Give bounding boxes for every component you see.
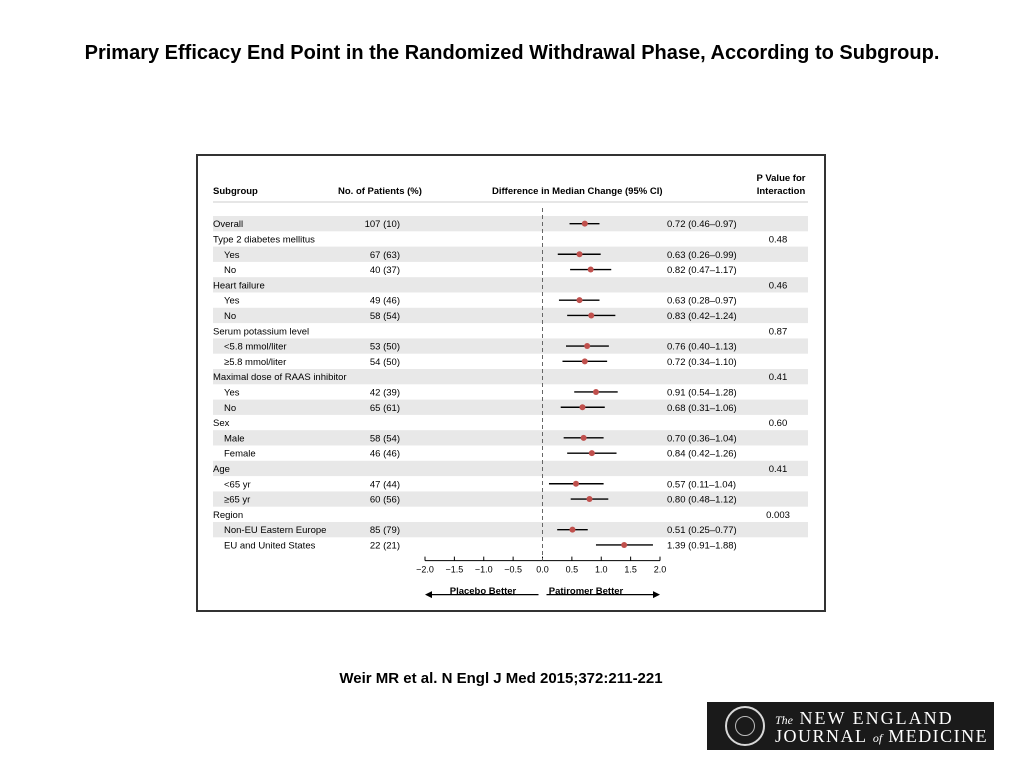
point-estimate	[588, 312, 594, 318]
x-tick-label: −2.0	[416, 564, 434, 575]
row-patients: 40 (37)	[369, 265, 400, 277]
point-estimate	[573, 481, 579, 487]
row-label: <65 yr	[224, 479, 251, 491]
point-estimate	[588, 267, 594, 273]
row-label: Overall	[213, 219, 244, 231]
point-estimate	[584, 343, 590, 349]
row-ci-text: 0.80 (0.48–1.12)	[667, 494, 737, 506]
row-label: Type 2 diabetes mellitus	[213, 234, 315, 246]
row-label: Sex	[213, 418, 230, 430]
header-effect: Difference in Median Change (95% CI)	[492, 186, 663, 197]
row-label: Maximal dose of RAAS inhibitor	[213, 372, 347, 384]
nejm-logo	[707, 702, 994, 750]
slide-title: Primary Efficacy End Point in the Randomized Withdrawal Phase, According to Subgroup.	[84, 42, 940, 64]
row-pvalue: 0.41	[768, 463, 788, 475]
row-ci-text: 0.51 (0.25–0.77)	[667, 525, 737, 537]
row-ci-text: 0.63 (0.26–0.99)	[667, 249, 737, 261]
row-ci-text: 0.57 (0.11–1.04)	[667, 479, 737, 491]
nejm-seal-inner	[735, 716, 755, 736]
row-label: Male	[224, 433, 245, 445]
citation: Weir MR et al. N Engl J Med 2015;372:211-221	[339, 670, 663, 687]
row-pvalue: 0.87	[768, 326, 788, 338]
row-ci-text: 0.72 (0.34–1.10)	[667, 356, 737, 368]
x-tick-label: 1.5	[624, 564, 637, 575]
row-patients: 58 (54)	[369, 433, 400, 445]
row-label: Heart failure	[213, 280, 265, 292]
row-label: No	[224, 310, 237, 322]
row-label: No	[224, 402, 237, 414]
point-estimate	[579, 404, 585, 410]
axis-left-label: Placebo Better	[449, 586, 517, 597]
nejm-medicine: MEDICINE	[888, 726, 989, 746]
nejm-new-england: NEW ENGLAND	[799, 708, 954, 728]
right-arrow-head	[653, 591, 660, 598]
row-pvalue: 0.60	[768, 418, 788, 430]
header-pvalue-line2: Interaction	[756, 186, 806, 197]
row-patients: 85 (79)	[369, 525, 400, 537]
row-ci-text: 0.72 (0.46–0.97)	[667, 219, 737, 231]
row-label: Yes	[224, 387, 240, 399]
row-label: Yes	[224, 295, 240, 307]
row-patients: 60 (56)	[369, 494, 400, 506]
row-ci-text: 1.39 (0.91–1.88)	[667, 540, 737, 552]
row-patients: 58 (54)	[369, 310, 400, 322]
left-arrow-head	[425, 591, 432, 598]
row-label: EU and United States	[224, 540, 316, 552]
row-shade	[213, 277, 808, 292]
x-tick-label: −1.0	[474, 564, 493, 575]
row-pvalue: 0.41	[768, 372, 788, 384]
point-estimate	[582, 358, 588, 364]
header-pvalue-line1: P Value for	[756, 173, 806, 184]
point-estimate	[581, 435, 587, 441]
row-ci-text: 0.83 (0.42–1.24)	[667, 310, 737, 322]
row-patients: 53 (50)	[369, 341, 400, 353]
header-subgroup: Subgroup	[213, 186, 258, 197]
row-patients: 22 (21)	[369, 540, 400, 552]
row-label: <5.8 mmol/liter	[224, 341, 287, 353]
row-label: Female	[224, 448, 256, 460]
row-ci-text: 0.82 (0.47–1.17)	[667, 265, 737, 277]
nejm-of: of	[872, 731, 883, 745]
axis-right-label: Patiromer Better	[548, 586, 624, 597]
point-estimate	[582, 221, 588, 227]
point-estimate	[577, 251, 583, 257]
row-patients: 107 (10)	[364, 219, 400, 231]
nejm-seal-icon	[725, 706, 765, 746]
row-label: ≥5.8 mmol/liter	[224, 356, 287, 368]
row-ci-text: 0.91 (0.54–1.28)	[667, 387, 737, 399]
forest-plot-svg	[198, 156, 824, 610]
point-estimate	[587, 496, 593, 502]
row-shade	[213, 461, 808, 476]
nejm-the: The	[775, 713, 793, 727]
row-ci-text: 0.76 (0.40–1.13)	[667, 341, 737, 353]
row-patients: 67 (63)	[369, 249, 400, 261]
point-estimate	[621, 542, 627, 548]
header-patients: No. of Patients (%)	[338, 186, 422, 197]
x-tick-label: −0.5	[504, 564, 523, 575]
x-tick-label: 0.5	[565, 564, 579, 575]
row-ci-text: 0.84 (0.42–1.26)	[667, 448, 737, 460]
row-pvalue: 0.48	[768, 234, 788, 246]
row-ci-text: 0.68 (0.31–1.06)	[667, 402, 737, 414]
point-estimate	[593, 389, 599, 395]
row-label: Age	[213, 463, 230, 475]
row-pvalue: 0.46	[768, 280, 788, 292]
x-tick-label: −1.5	[445, 564, 464, 575]
nejm-journal: JOURNAL	[775, 726, 867, 746]
row-patients: 42 (39)	[369, 387, 400, 399]
row-pvalue: 0.003	[766, 509, 790, 521]
point-estimate	[569, 527, 575, 533]
row-patients: 47 (44)	[369, 479, 400, 491]
row-label: ≥65 yr	[224, 494, 251, 506]
forest-plot-figure	[196, 154, 826, 612]
x-tick-label: 2.0	[653, 564, 667, 575]
point-estimate	[577, 297, 583, 303]
row-label: Serum potassium level	[213, 326, 310, 338]
row-label: Yes	[224, 249, 240, 261]
row-patients: 49 (46)	[369, 295, 400, 307]
row-patients: 54 (50)	[369, 356, 400, 368]
x-tick-label: 0.0	[536, 564, 549, 575]
x-tick-label: 1.0	[594, 564, 608, 575]
row-label: Region	[213, 509, 244, 521]
nejm-logo-line2	[775, 726, 988, 747]
row-ci-text: 0.63 (0.28–0.97)	[667, 295, 737, 307]
point-estimate	[589, 450, 595, 456]
row-ci-text: 0.70 (0.36–1.04)	[667, 433, 737, 445]
row-label: Non-EU Eastern Europe	[224, 525, 327, 537]
row-patients: 65 (61)	[369, 402, 400, 414]
row-patients: 46 (46)	[369, 448, 400, 460]
row-label: No	[224, 265, 237, 277]
